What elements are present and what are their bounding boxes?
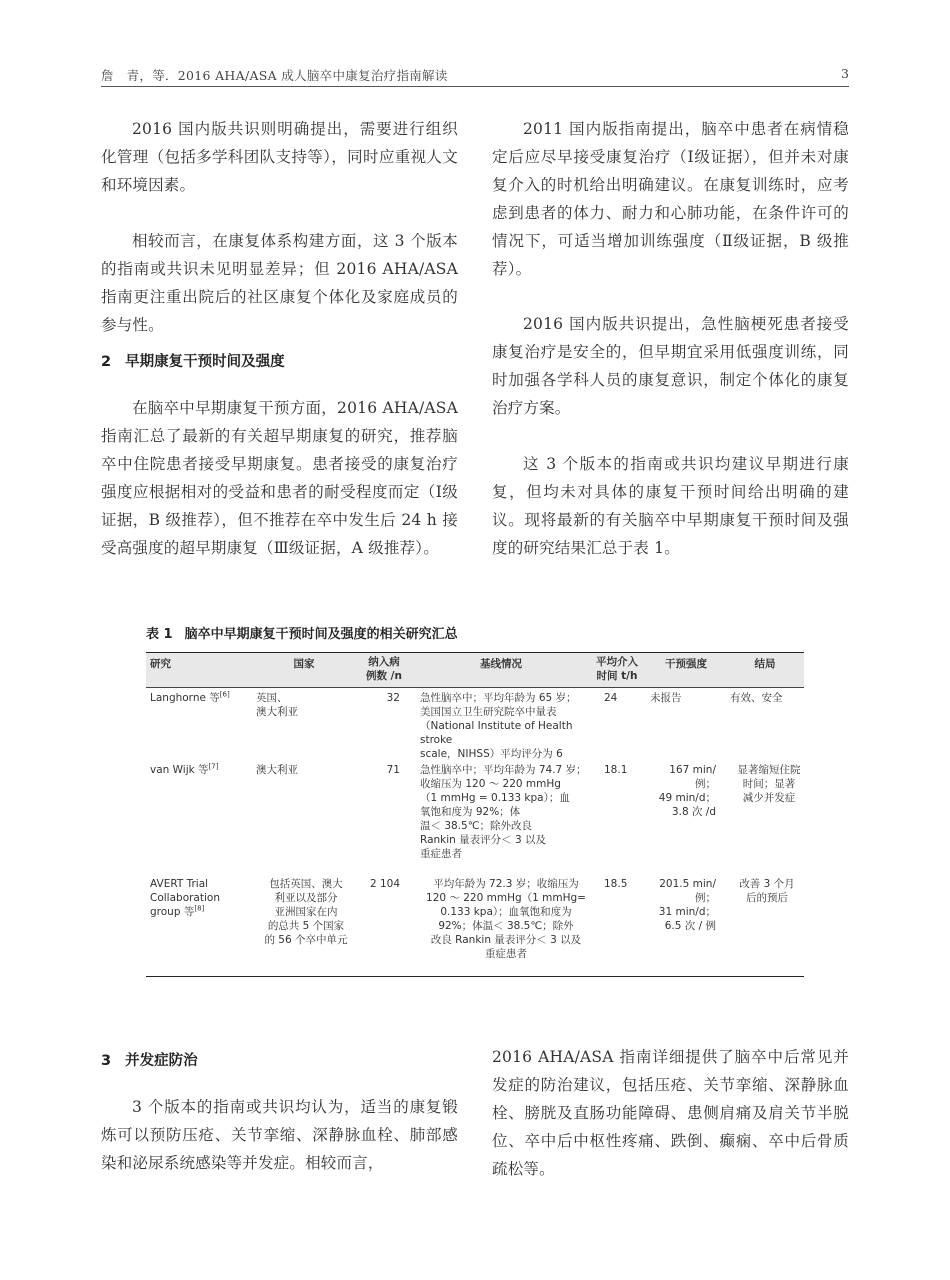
table-row-2-study xyxy=(150,763,240,777)
table-caption-title: 脑卒中早期康复干预时间及强度的相关研究汇总 xyxy=(184,627,458,642)
table-bottom-rule xyxy=(146,976,804,977)
page-number: 3 xyxy=(841,66,849,81)
section-3-heading xyxy=(101,1049,198,1070)
table-row-2-country: 澳大利亚 xyxy=(256,764,298,776)
table-row-1-country: 英国、 澳大利亚 xyxy=(256,692,298,718)
left-paragraph-2: 相较而言，在康复体系构建方面，这 3 个版本的指南或共识未见明显差异；但 2016 AHA/ASA 指南更注重出院后的社区康复个体化及家庭成员的参与性。 xyxy=(101,232,458,334)
header-n: 纳入病 例数 /n xyxy=(366,656,402,682)
section-3-title: 并发症防治 xyxy=(125,1053,198,1069)
table-row-1-time: 24 xyxy=(604,692,618,704)
table-row-2-ref: [7] xyxy=(208,762,219,771)
section-2-heading xyxy=(101,350,285,371)
table-row-1-ref: [6] xyxy=(219,690,230,699)
table-row-2-time: 18.1 xyxy=(604,764,628,776)
table-row-2-outcome: 显著缩短住院 时间；显著 减少并发症 xyxy=(737,764,801,804)
header-country: 国家 xyxy=(293,658,315,670)
table-caption-number: 表 1 xyxy=(146,627,173,642)
bottom-left-paragraph: 3 个版本的指南或共识均认为，适当的康复锻炼可以预防压疮、关节挛缩、深静脉血栓、肺部感染和泌尿系统感染等并发症。相较而言， xyxy=(101,1098,458,1172)
running-header xyxy=(101,64,849,87)
table-row-1-baseline: 急性脑卒中；平均年龄为 65 岁； 美国国立卫生研究院卒中量表 （National Institute of Health stroke scale，NIHSS）平均评分为 6 xyxy=(420,692,577,760)
header-intensity: 干预强度 xyxy=(665,658,707,670)
bottom-right-paragraph: 2016 AHA/ASA 指南详细提供了脑卒中后常见并发症的防治建议，包括压疮、关节挛缩、深静脉血栓、膀胱及直肠功能障碍、患侧肩痛及肩关节半脱位、卒中后中枢性疼痛、跌倒、癫痫、卒中后骨质疏松等。 xyxy=(492,1048,849,1178)
header-baseline: 基线情况 xyxy=(480,658,522,670)
table-row-1-n: 32 xyxy=(386,692,400,704)
table-row-3-baseline: 平均年龄为 72.3 岁；收缩压为 120 ～ 220 mmHg（1 mmHg= 0.133 kpa）；血氧饱和度为 92%；体温＜ 38.5℃；除外 改良 Rankin 量表评分＜ 3 以及 重症患者 xyxy=(426,878,586,960)
header-time: 平均介入 时间 t/h xyxy=(596,656,638,682)
running-header-title: 詹 青，等．2016 AHA/ASA 成人脑卒中康复治疗指南解读 xyxy=(101,68,448,83)
table-row-2-baseline: 急性脑卒中；平均年龄为 74.7 岁； 收缩压为 120 ～ 220 mmHg （1 mmHg = 0.133 kpa）；血 氧饱和度为 92%；体 温＜ 38.5℃；除外改良 Rankin 量表评分＜ 3 以及 重症患者 xyxy=(420,764,587,860)
left-paragraph-1: 2016 国内版共识则明确提出，需要进行组织化管理（包括多学科团队支持等），同时应重视人文和环境因素。 xyxy=(101,120,458,194)
table-row-3-time: 18.5 xyxy=(604,878,628,890)
section-2-title: 早期康复干预时间及强度 xyxy=(125,354,285,370)
table-row-3-intensity: 201.5 min/ 例； 31 min/d； 6.5 次 / 例 xyxy=(658,878,716,932)
study-table xyxy=(146,652,804,977)
table-row-1-intensity: 未报告 xyxy=(650,692,682,704)
left-paragraph-3: 在脑卒中早期康复干预方面，2016 AHA/ASA 指南汇总了最新的有关超早期康复的研究，推荐脑卒中住院患者接受早期康复。患者接受的康复治疗强度应根据相对的受益和患者的耐受程度而定（Ⅰ级证据，B 级推荐），但不推荐在卒中发生后 24 h 接受高强度的超早期康复（Ⅲ级证据，A 级推荐）。 xyxy=(101,399,458,557)
table-row-3-ref: [8] xyxy=(194,904,205,913)
section-2-number: 2 xyxy=(101,354,112,370)
table-row-3-n: 2 104 xyxy=(369,878,400,890)
table-row-3-country: 包括英国、澳大 利亚以及部分 亚洲国家在内 的总共 5 个国家 的 56 个卒中单元 xyxy=(264,878,348,946)
table-row-2-n: 71 xyxy=(386,764,400,776)
right-paragraph-3: 这 3 个版本的指南或共识均建议早期进行康复，但均未对具体的康复干预时间给出明确的建议。现将最新的有关脑卒中早期康复干预时间及强度的研究结果汇总于表 1。 xyxy=(492,455,849,557)
section-3-number: 3 xyxy=(101,1053,112,1069)
header-outcome: 结局 xyxy=(754,658,776,670)
table-row-3-study-name: AVERT Trial Collaboration group 等 xyxy=(150,878,220,918)
table-header-rule xyxy=(146,687,804,688)
right-paragraph-2: 2016 国内版共识提出，急性脑梗死患者接受康复治疗是安全的，但早期宜采用低强度训练，同时加强各学科人员的康复意识，制定个体化的康复治疗方案。 xyxy=(492,315,849,417)
table-row-3-outcome: 改善 3 个月 后的预后 xyxy=(739,878,795,904)
table-top-rule xyxy=(146,652,804,653)
table-row-2-intensity: 167 min/ 例； 49 min/d； 3.8 次 /d xyxy=(658,764,716,818)
header-study: 研究 xyxy=(150,658,171,670)
right-paragraph-1: 2011 国内版指南提出，脑卒中患者在病情稳定后应尽早接受康复治疗（Ⅰ级证据），但并未对康复介入的时机给出明确建议。在康复训练时，应考虑到患者的体力、耐力和心肺功能，在条件许可的情况下，可适当增加训练强度（Ⅱ级证据，B 级推荐）。 xyxy=(492,120,849,278)
table-row-1-study xyxy=(150,691,240,705)
table-row-1-outcome: 有效、安全 xyxy=(730,692,783,704)
table-caption xyxy=(146,623,458,642)
table-row-3-study xyxy=(150,877,240,919)
table-row-1-study-name: Langhorne 等 xyxy=(150,692,220,704)
table-row-2-study-name: van Wijk 等 xyxy=(150,764,209,776)
